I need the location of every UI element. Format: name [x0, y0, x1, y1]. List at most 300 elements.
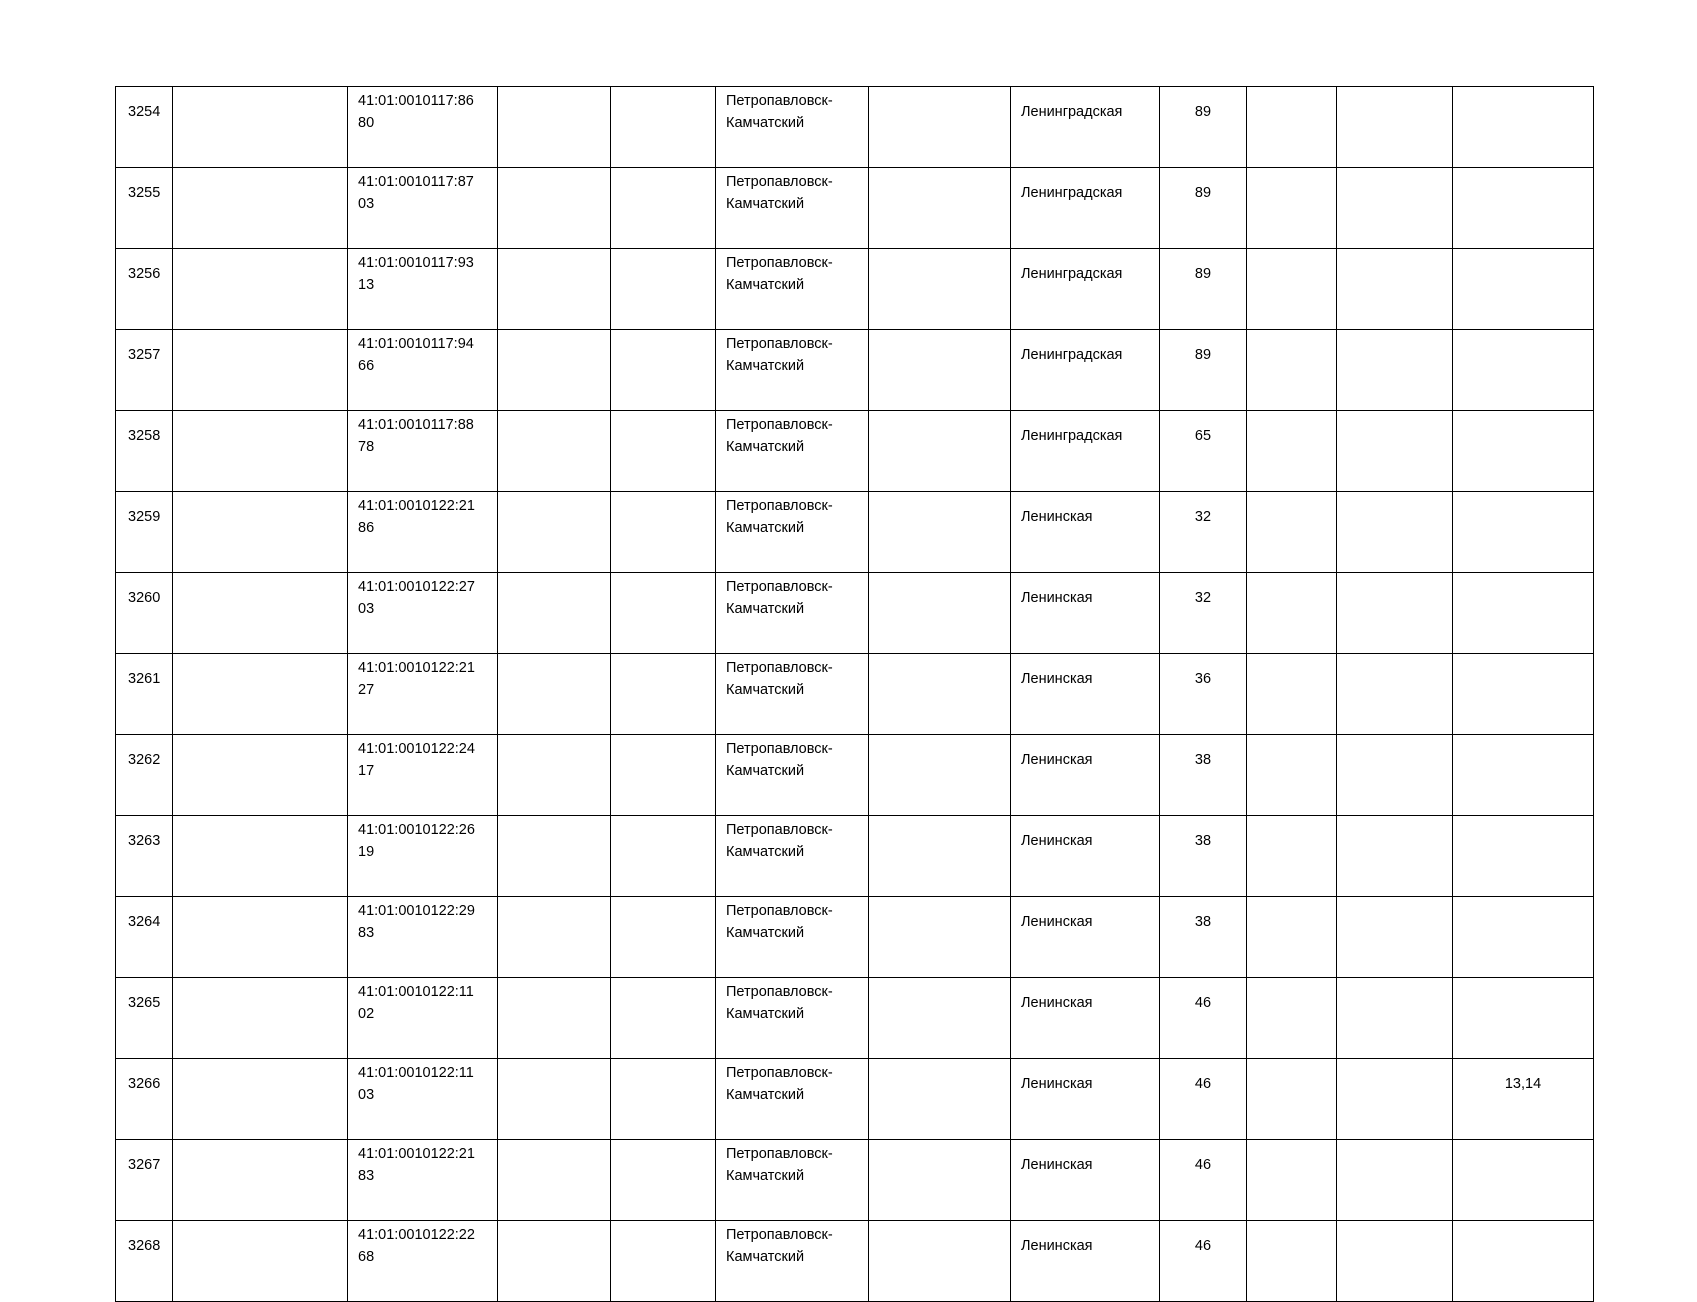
empty-cell — [869, 1140, 1011, 1221]
row-number: 3257 — [128, 347, 161, 363]
empty-cell — [1247, 573, 1337, 654]
house-number: 89 — [1194, 347, 1212, 363]
row-number: 3261 — [128, 671, 161, 687]
house-number: 38 — [1194, 752, 1212, 768]
city-line2: Камчатский — [726, 1087, 805, 1103]
house-number: 36 — [1194, 671, 1212, 687]
house-number: 38 — [1194, 833, 1212, 849]
empty-cell — [498, 1140, 611, 1221]
empty-cell — [1337, 87, 1453, 168]
cadastral-number-part2: 19 — [358, 844, 375, 860]
street-name: Ленинская — [1021, 1157, 1093, 1173]
empty-cell — [869, 1221, 1011, 1302]
house-cell — [1160, 330, 1247, 411]
cadastral-number-part1: 41:01:0010122:11 — [358, 984, 474, 1000]
empty-cell — [1337, 249, 1453, 330]
cadastral-number-cell — [348, 330, 498, 411]
city-line1: Петропавловск- — [726, 336, 833, 352]
cadastral-number-part2: 27 — [358, 682, 375, 698]
street-cell — [1011, 897, 1160, 978]
street-name: Ленинская — [1021, 671, 1093, 687]
house-number: 46 — [1194, 995, 1212, 1011]
row-number-cell — [116, 816, 173, 897]
row-number-cell — [116, 330, 173, 411]
cadastral-number-cell — [348, 654, 498, 735]
cadastral-number-part2: 03 — [358, 196, 375, 212]
house-cell — [1160, 1059, 1247, 1140]
cadastral-number-part1: 41:01:0010122:21 — [358, 498, 475, 514]
house-number: 89 — [1194, 104, 1212, 120]
street-cell — [1011, 87, 1160, 168]
cadastral-number-part2: 03 — [358, 1087, 375, 1103]
table-body — [116, 87, 1594, 1302]
empty-cell — [173, 978, 348, 1059]
empty-cell — [611, 168, 716, 249]
empty-cell — [173, 87, 348, 168]
row-number: 3258 — [128, 428, 161, 444]
row-number-cell — [116, 654, 173, 735]
street-name: Ленинградская — [1021, 428, 1123, 444]
cadastral-number-cell — [348, 735, 498, 816]
row-number-cell — [116, 573, 173, 654]
empty-cell — [1337, 1140, 1453, 1221]
empty-cell — [1337, 897, 1453, 978]
row-number: 3256 — [128, 266, 161, 282]
city-line2: Камчатский — [726, 1168, 805, 1184]
cadastral-number-part1: 41:01:0010117:94 — [358, 336, 474, 352]
empty-cell — [611, 411, 716, 492]
empty-cell — [498, 735, 611, 816]
house-cell — [1160, 573, 1247, 654]
empty-cell — [498, 492, 611, 573]
cadastral-number-cell — [348, 1221, 498, 1302]
street-name: Ленинская — [1021, 590, 1093, 606]
city-cell — [716, 492, 869, 573]
cadastral-number-part1: 41:01:0010122:11 — [358, 1065, 474, 1081]
city-line1: Петропавловск- — [726, 903, 833, 919]
city-cell — [716, 168, 869, 249]
empty-cell — [173, 1221, 348, 1302]
empty-cell — [173, 1059, 348, 1140]
empty-cell — [869, 330, 1011, 411]
street-name: Ленинградская — [1021, 347, 1123, 363]
empty-cell — [498, 330, 611, 411]
street-cell — [1011, 978, 1160, 1059]
note-cell — [1453, 411, 1594, 492]
house-cell — [1160, 897, 1247, 978]
house-cell — [1160, 735, 1247, 816]
empty-cell — [173, 654, 348, 735]
house-number: 32 — [1194, 590, 1212, 606]
city-line2: Камчатский — [726, 358, 805, 374]
empty-cell — [1337, 492, 1453, 573]
note-cell — [1453, 735, 1594, 816]
cadastral-number-cell — [348, 168, 498, 249]
table-row — [116, 1059, 1594, 1140]
note-cell — [1453, 1221, 1594, 1302]
cadastral-number-cell — [348, 249, 498, 330]
house-cell — [1160, 1221, 1247, 1302]
note-cell — [1453, 1140, 1594, 1221]
empty-cell — [1337, 411, 1453, 492]
city-line2: Камчатский — [726, 520, 805, 536]
city-line2: Камчатский — [726, 682, 805, 698]
city-line1: Петропавловск- — [726, 498, 833, 514]
table-row — [116, 654, 1594, 735]
empty-cell — [173, 411, 348, 492]
empty-cell — [611, 816, 716, 897]
cadastral-number-part1: 41:01:0010117:88 — [358, 417, 474, 433]
house-cell — [1160, 411, 1247, 492]
empty-cell — [869, 249, 1011, 330]
empty-cell — [173, 330, 348, 411]
empty-cell — [1247, 1221, 1337, 1302]
row-number-cell — [116, 1140, 173, 1221]
cadastral-number-part1: 41:01:0010117:87 — [358, 174, 474, 190]
house-cell — [1160, 168, 1247, 249]
street-name: Ленинская — [1021, 833, 1093, 849]
empty-cell — [869, 411, 1011, 492]
cadastral-number-cell — [348, 1140, 498, 1221]
house-number: 32 — [1194, 509, 1212, 525]
cadastral-number-part2: 80 — [358, 115, 375, 131]
empty-cell — [498, 249, 611, 330]
table-row — [116, 411, 1594, 492]
empty-cell — [498, 573, 611, 654]
empty-cell — [1247, 168, 1337, 249]
empty-cell — [869, 978, 1011, 1059]
city-cell — [716, 1059, 869, 1140]
row-number-cell — [116, 978, 173, 1059]
empty-cell — [869, 1059, 1011, 1140]
empty-cell — [1247, 1059, 1337, 1140]
cadastral-number-part2: 83 — [358, 925, 375, 941]
empty-cell — [611, 1059, 716, 1140]
empty-cell — [1247, 654, 1337, 735]
house-cell — [1160, 87, 1247, 168]
empty-cell — [173, 492, 348, 573]
empty-cell — [1247, 897, 1337, 978]
table-row — [116, 1221, 1594, 1302]
empty-cell — [611, 249, 716, 330]
empty-cell — [1247, 330, 1337, 411]
cadastral-number-part2: 83 — [358, 1168, 375, 1184]
empty-cell — [498, 87, 611, 168]
empty-cell — [611, 330, 716, 411]
row-number: 3259 — [128, 509, 161, 525]
table-row — [116, 492, 1594, 573]
empty-cell — [1247, 1140, 1337, 1221]
house-number: 46 — [1194, 1157, 1212, 1173]
street-name: Ленинская — [1021, 1076, 1093, 1092]
house-cell — [1160, 816, 1247, 897]
city-cell — [716, 411, 869, 492]
city-line1: Петропавловск- — [726, 174, 833, 190]
street-cell — [1011, 330, 1160, 411]
cadastral-number-part2: 66 — [358, 358, 375, 374]
city-line1: Петропавловск- — [726, 579, 833, 595]
street-cell — [1011, 492, 1160, 573]
street-name: Ленинская — [1021, 1238, 1093, 1254]
city-cell — [716, 978, 869, 1059]
row-number-cell — [116, 411, 173, 492]
house-cell — [1160, 1140, 1247, 1221]
cadastral-number-part1: 41:01:0010122:21 — [358, 1146, 475, 1162]
city-cell — [716, 330, 869, 411]
street-cell — [1011, 1140, 1160, 1221]
row-number: 3255 — [128, 185, 161, 201]
city-line1: Петропавловск- — [726, 1146, 833, 1162]
row-number-cell — [116, 1059, 173, 1140]
city-line2: Камчатский — [726, 925, 805, 941]
city-line1: Петропавловск- — [726, 822, 833, 838]
note-cell — [1453, 816, 1594, 897]
empty-cell — [611, 573, 716, 654]
city-cell — [716, 816, 869, 897]
city-cell — [716, 87, 869, 168]
city-line1: Петропавловск- — [726, 417, 833, 433]
empty-cell — [498, 1221, 611, 1302]
empty-cell — [1337, 978, 1453, 1059]
street-name: Ленинградская — [1021, 104, 1123, 120]
city-cell — [716, 654, 869, 735]
empty-cell — [1247, 411, 1337, 492]
cadastral-number-cell — [348, 816, 498, 897]
table-row — [116, 735, 1594, 816]
street-cell — [1011, 1059, 1160, 1140]
city-cell — [716, 1140, 869, 1221]
row-number: 3266 — [128, 1076, 161, 1092]
city-cell — [716, 735, 869, 816]
note-cell — [1453, 897, 1594, 978]
note-cell — [1453, 249, 1594, 330]
registry-table — [115, 86, 1594, 1302]
note-cell — [1453, 573, 1594, 654]
cadastral-number-part2: 68 — [358, 1249, 375, 1265]
empty-cell — [869, 87, 1011, 168]
empty-cell — [498, 168, 611, 249]
empty-cell — [173, 168, 348, 249]
city-line2: Камчатский — [726, 277, 805, 293]
table-row — [116, 897, 1594, 978]
empty-cell — [611, 735, 716, 816]
house-number: 89 — [1194, 185, 1212, 201]
street-name: Ленинградская — [1021, 266, 1123, 282]
empty-cell — [1247, 978, 1337, 1059]
street-name: Ленинская — [1021, 752, 1093, 768]
table-row — [116, 1140, 1594, 1221]
table-row — [116, 573, 1594, 654]
house-cell — [1160, 978, 1247, 1059]
city-line1: Петропавловск- — [726, 984, 833, 1000]
row-number-cell — [116, 492, 173, 573]
row-number-cell — [116, 735, 173, 816]
cadastral-number-cell — [348, 897, 498, 978]
cadastral-number-part2: 13 — [358, 277, 375, 293]
empty-cell — [1247, 87, 1337, 168]
city-line2: Камчатский — [726, 1006, 805, 1022]
city-line1: Петропавловск- — [726, 1227, 833, 1243]
cadastral-number-cell — [348, 87, 498, 168]
street-cell — [1011, 654, 1160, 735]
city-cell — [716, 1221, 869, 1302]
row-number-cell — [116, 1221, 173, 1302]
note-cell — [1453, 1059, 1594, 1140]
house-number: 46 — [1194, 1238, 1212, 1254]
street-cell — [1011, 249, 1160, 330]
row-number-cell — [116, 897, 173, 978]
empty-cell — [611, 492, 716, 573]
house-cell — [1160, 492, 1247, 573]
house-number: 65 — [1194, 428, 1212, 444]
cadastral-number-cell — [348, 492, 498, 573]
cadastral-number-cell — [348, 1059, 498, 1140]
cadastral-number-part2: 78 — [358, 439, 375, 455]
empty-cell — [1247, 816, 1337, 897]
cadastral-number-part1: 41:01:0010117:93 — [358, 255, 474, 271]
house-number: 46 — [1194, 1076, 1212, 1092]
city-line2: Камчатский — [726, 601, 805, 617]
empty-cell — [1247, 249, 1337, 330]
row-number: 3267 — [128, 1157, 161, 1173]
empty-cell — [1337, 1059, 1453, 1140]
empty-cell — [498, 411, 611, 492]
street-name: Ленинградская — [1021, 185, 1123, 201]
street-cell — [1011, 735, 1160, 816]
empty-cell — [1337, 735, 1453, 816]
city-cell — [716, 897, 869, 978]
cadastral-number-part1: 41:01:0010122:21 — [358, 660, 475, 676]
empty-cell — [869, 654, 1011, 735]
street-cell — [1011, 168, 1160, 249]
cadastral-number-part1: 41:01:0010122:22 — [358, 1227, 475, 1243]
city-line2: Камчатский — [726, 1249, 805, 1265]
cadastral-number-part1: 41:01:0010122:27 — [358, 579, 475, 595]
cadastral-number-part1: 41:01:0010122:24 — [358, 741, 475, 757]
note-cell — [1453, 978, 1594, 1059]
empty-cell — [173, 1140, 348, 1221]
note-cell — [1453, 330, 1594, 411]
city-cell — [716, 573, 869, 654]
city-line1: Петропавловск- — [726, 660, 833, 676]
city-line1: Петропавловск- — [726, 93, 833, 109]
empty-cell — [498, 816, 611, 897]
cadastral-number-part1: 41:01:0010122:26 — [358, 822, 475, 838]
table-row — [116, 816, 1594, 897]
table-row — [116, 168, 1594, 249]
empty-cell — [1337, 168, 1453, 249]
cadastral-number-part2: 02 — [358, 1006, 375, 1022]
empty-cell — [869, 168, 1011, 249]
city-cell — [716, 249, 869, 330]
empty-cell — [869, 573, 1011, 654]
cadastral-number-part2: 17 — [358, 763, 375, 779]
street-cell — [1011, 573, 1160, 654]
empty-cell — [869, 897, 1011, 978]
house-number: 38 — [1194, 914, 1212, 930]
empty-cell — [1247, 735, 1337, 816]
cadastral-number-cell — [348, 573, 498, 654]
empty-cell — [869, 492, 1011, 573]
empty-cell — [1337, 573, 1453, 654]
cadastral-number-part2: 86 — [358, 520, 375, 536]
city-line1: Петропавловск- — [726, 255, 833, 271]
empty-cell — [869, 816, 1011, 897]
empty-cell — [498, 654, 611, 735]
empty-cell — [611, 87, 716, 168]
note-cell — [1453, 168, 1594, 249]
city-line1: Петропавловск- — [726, 1065, 833, 1081]
cadastral-number-part1: 41:01:0010117:86 — [358, 93, 474, 109]
empty-cell — [498, 1059, 611, 1140]
table-row — [116, 978, 1594, 1059]
row-number-cell — [116, 87, 173, 168]
row-number: 3263 — [128, 833, 161, 849]
city-line2: Камчатский — [726, 763, 805, 779]
city-line1: Петропавловск- — [726, 741, 833, 757]
empty-cell — [173, 249, 348, 330]
empty-cell — [611, 1140, 716, 1221]
empty-cell — [173, 573, 348, 654]
cadastral-number-cell — [348, 411, 498, 492]
row-number: 3262 — [128, 752, 161, 768]
street-cell — [1011, 411, 1160, 492]
house-number: 89 — [1194, 266, 1212, 282]
street-name: Ленинская — [1021, 914, 1093, 930]
table-row — [116, 87, 1594, 168]
note-cell — [1453, 654, 1594, 735]
empty-cell — [1247, 492, 1337, 573]
empty-cell — [1337, 330, 1453, 411]
empty-cell — [173, 735, 348, 816]
empty-cell — [611, 897, 716, 978]
row-number: 3264 — [128, 914, 161, 930]
row-number: 3265 — [128, 995, 161, 1011]
empty-cell — [611, 1221, 716, 1302]
cadastral-number-part1: 41:01:0010122:29 — [358, 903, 475, 919]
cadastral-number-cell — [348, 978, 498, 1059]
empty-cell — [869, 735, 1011, 816]
note-cell — [1453, 87, 1594, 168]
empty-cell — [611, 978, 716, 1059]
row-number-cell — [116, 168, 173, 249]
note-value: 13,14 — [1504, 1076, 1542, 1092]
house-cell — [1160, 654, 1247, 735]
row-number: 3268 — [128, 1238, 161, 1254]
street-cell — [1011, 816, 1160, 897]
city-line2: Камчатский — [726, 439, 805, 455]
table-row — [116, 249, 1594, 330]
city-line2: Камчатский — [726, 844, 805, 860]
house-cell — [1160, 249, 1247, 330]
table-row — [116, 330, 1594, 411]
street-name: Ленинская — [1021, 995, 1093, 1011]
city-line2: Камчатский — [726, 115, 805, 131]
row-number: 3260 — [128, 590, 161, 606]
empty-cell — [498, 978, 611, 1059]
empty-cell — [173, 897, 348, 978]
city-line2: Камчатский — [726, 196, 805, 212]
empty-cell — [1337, 816, 1453, 897]
empty-cell — [498, 897, 611, 978]
street-name: Ленинская — [1021, 509, 1093, 525]
note-cell — [1453, 492, 1594, 573]
cadastral-number-part2: 03 — [358, 601, 375, 617]
empty-cell — [1337, 654, 1453, 735]
street-cell — [1011, 1221, 1160, 1302]
row-number: 3254 — [128, 104, 161, 120]
empty-cell — [173, 816, 348, 897]
